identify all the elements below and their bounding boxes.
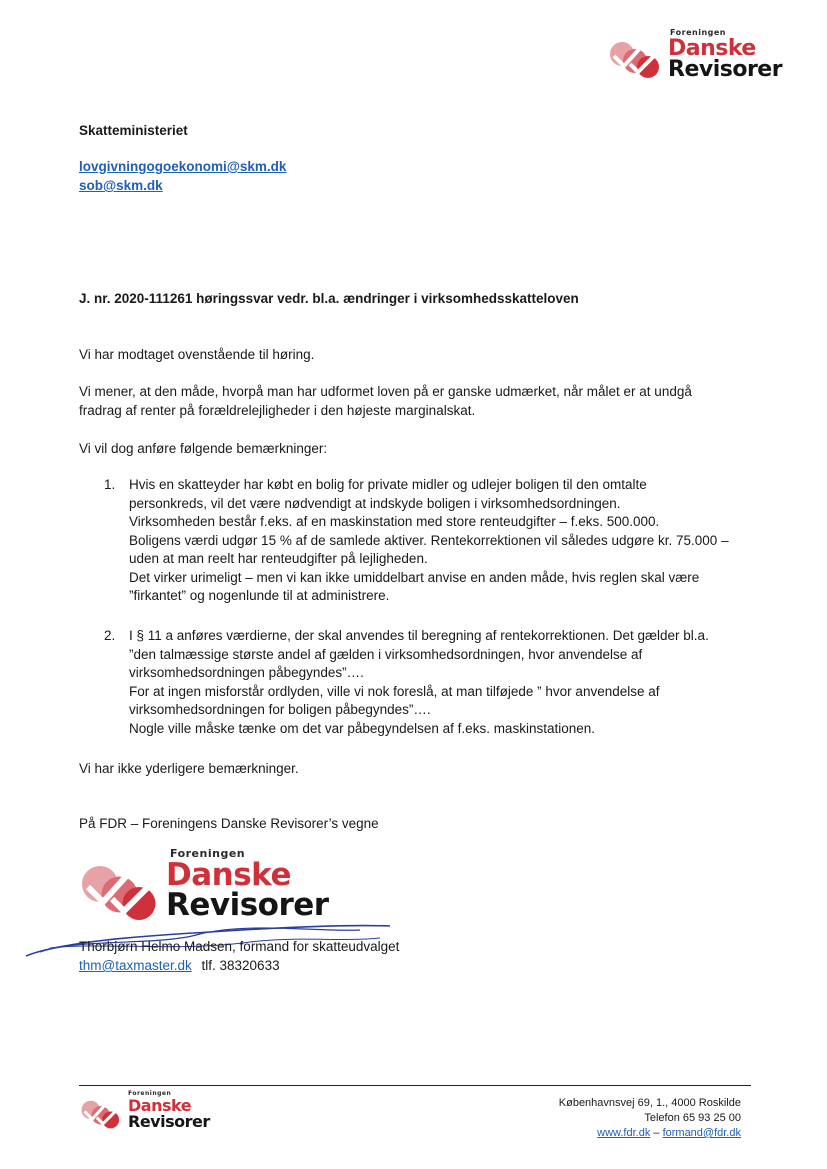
- remark-line: personkreds, vil det være nødvendigt at indskyde boligen i virksomhedsordningen.: [129, 495, 621, 511]
- remark-line: Hvis en skatteyder har købt en bolig for private midler og udlejer boligen til den omtalte: [129, 477, 647, 492]
- remark-line: Virksomheden består f.eks. af en maskinstation med store renteudgifter – f.eks. 500.000.: [129, 514, 660, 529]
- logo-foreningen: Foreningen: [670, 28, 726, 37]
- logo-danske: Danske: [128, 1096, 192, 1115]
- checkmark-logo-icon: [80, 1096, 126, 1130]
- paragraph-opinion-line-2: fradrag af renter på forældrelejligheder i den højeste marginalskat.: [79, 402, 476, 418]
- footer-link-separator: –: [650, 1127, 663, 1139]
- remark-line: Nogle ville måske tænke om det var påbegyndelsen af f.eks. maskinstationen.: [129, 720, 595, 736]
- recipient-email-1[interactable]: lovgivningogoekonomi@skm.dk: [79, 159, 287, 174]
- remark-line: Det virker urimeligt – men vi kan ikke umiddelbart anvise en anden måde, hvis reglen skal være: [129, 569, 700, 585]
- remark-line: virksomhedsordningen påbegyndes”….: [129, 665, 364, 680]
- footer-divider: [79, 1085, 751, 1086]
- logo-revisorer: Revisorer: [166, 887, 329, 923]
- remark-line: ”firkantet” og nogenlunde til at administrere.: [129, 588, 390, 603]
- logo-danske: Danske: [166, 857, 291, 893]
- signatory-name: Thorbjørn Helmo Madsen, formand for skatteudvalget: [79, 939, 400, 954]
- logo-danske: Danske: [668, 36, 756, 61]
- logo-revisorer: Revisorer: [668, 57, 783, 82]
- logo-revisorer: Revisorer: [128, 1112, 210, 1131]
- footer-logo: [80, 1090, 220, 1132]
- remark-line: uden at man reelt har renteudgifter på lejligheden.: [129, 551, 428, 566]
- subject-line: J. nr. 2020-111261 høringssvar vedr. bl.a. ændringer i virksomhedsskatteloven: [79, 291, 579, 306]
- footer-address: Københavnsvej 69, 1., 4000 Roskilde: [558, 1097, 741, 1109]
- logo-foreningen: Foreningen: [170, 847, 246, 860]
- paragraph-remarks-intro: Vi vil dog anføre følgende bemærkninger:: [79, 441, 328, 456]
- remark-line: Boligens værdi udgør 15 % af de samlede aktiver. Rentekorrektionen vil således udgøre kr. 75.000 –: [129, 532, 729, 548]
- remark-line: For at ingen misforstår ordlyden, ville vi nok foreslå, at man tilføjede ” hvor anvendelse af: [129, 683, 660, 699]
- paragraph-opinion: [79, 383, 759, 420]
- paragraph-on-behalf: På FDR – Foreningens Danske Revisorer’s vegne: [79, 816, 379, 831]
- footer-phone: Telefon 65 93 25 00: [644, 1112, 741, 1124]
- footer-email-link[interactable]: formand@fdr.dk: [662, 1127, 741, 1139]
- signatory-phone: tlf. 38320633: [201, 958, 280, 973]
- remark-line: I § 11 a anføres værdierne, der skal anvendes til beregning af rentekorrektionen. Det gælder bl.a.: [129, 628, 709, 643]
- footer-website-link[interactable]: www.fdr.dk: [597, 1127, 651, 1139]
- signatory-contact: [79, 957, 280, 975]
- remark-number: 1.: [104, 477, 116, 492]
- remark-number: 2.: [104, 628, 116, 643]
- footer-address-block: [559, 1096, 741, 1141]
- recipient-name: Skatteministeriet: [79, 123, 188, 138]
- paragraph-no-further: Vi har ikke yderligere bemærkninger.: [79, 761, 299, 776]
- signatory-email[interactable]: thm@taxmaster.dk: [79, 958, 192, 973]
- paragraph-opinion-line-1: Vi mener, at den måde, hvorpå man har udformet loven på er ganske udmærket, når målet er at undgå: [79, 384, 692, 399]
- recipient-email-2[interactable]: sob@skm.dk: [79, 178, 163, 193]
- header-logo: [608, 28, 783, 84]
- checkmark-logo-icon: [608, 36, 668, 80]
- paragraph-received: Vi har modtaget ovenstående til høring.: [79, 347, 315, 362]
- logo-foreningen: Foreningen: [128, 1090, 172, 1097]
- remark-line: ”den talmæssige største andel af gælden i virksomhedsordningen, hvor anvendelse af: [129, 646, 643, 662]
- remark-line: virksomhedsordningen for boligen påbegyndes”….: [129, 702, 431, 717]
- footer-links: [559, 1126, 741, 1141]
